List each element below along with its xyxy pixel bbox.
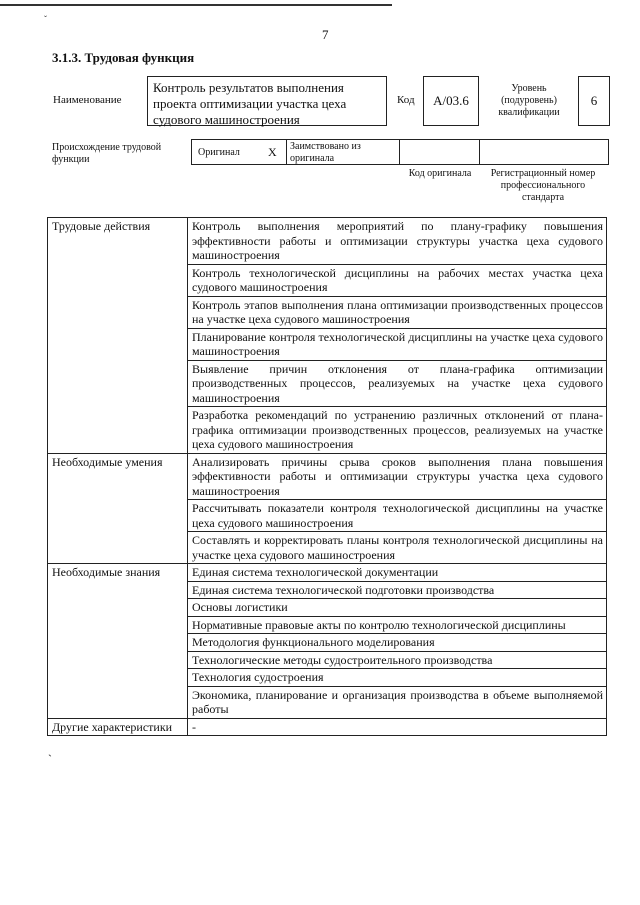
original-cell bbox=[192, 140, 287, 164]
table-row bbox=[48, 453, 607, 500]
item-cell: - bbox=[188, 718, 607, 736]
original-label: Оригинал bbox=[198, 147, 240, 158]
origin-label: Происхождение трудовой функции bbox=[52, 142, 162, 165]
item-cell: Единая система технологической документации bbox=[188, 564, 607, 582]
item-cell: Анализировать причины срыва сроков выполнения плана повышения эффективности работы и оптимизации структуры участка цеха судового машиностроения bbox=[188, 453, 607, 500]
item-cell: Контроль этапов выполнения плана оптимизации производственных процессов на участке цеха судового машиностроения bbox=[188, 296, 607, 328]
table-row bbox=[48, 218, 607, 265]
item-cell: Технология судостроения bbox=[188, 669, 607, 687]
corner-mark: ˇ bbox=[44, 14, 47, 24]
item-cell: Составлять и корректировать планы контроля технологической дисциплины на участке цеха судового машиностроения bbox=[188, 532, 607, 564]
category-cell: Необходимые умения bbox=[48, 453, 188, 564]
level-label: Уровень (подуровень) квалификации bbox=[498, 83, 560, 118]
item-cell: Контроль выполнения мероприятий по плану-графику повышения эффективности работы и оптимизации структуры участка цеха судового машиностроения bbox=[188, 218, 607, 265]
item-cell: Планирование контроля технологической дисциплины на участке цеха судового машиностроения bbox=[188, 328, 607, 360]
name-label: Наименование bbox=[53, 94, 122, 106]
item-cell: Выявление причин отклонения от плана-графика оптимизации производственных процессов, реализуемых на участке цеха судового машиностроения bbox=[188, 360, 607, 407]
borrowed-cell bbox=[287, 140, 400, 164]
item-cell: Методология функционального моделирования bbox=[188, 634, 607, 652]
top-rule bbox=[0, 4, 392, 6]
origin-row bbox=[191, 139, 609, 165]
section-heading: 3.1.3. Трудовая функция bbox=[52, 50, 195, 65]
category-cell: Другие характеристики bbox=[48, 718, 188, 736]
item-cell: Контроль технологической дисциплины на рабочих местах участка цеха судового машиностроения bbox=[188, 264, 607, 296]
name-value-box bbox=[147, 76, 387, 126]
category-cell: Необходимые знания bbox=[48, 564, 188, 719]
original-mark: X bbox=[268, 145, 277, 159]
item-cell: Разработка рекомендаций по устранению различных отклонений от плана-графика оптимизации производственных процессов, реализуемых на участке цеха судового машиностроения bbox=[188, 407, 607, 454]
item-cell: Единая система технологической подготовки производства bbox=[188, 581, 607, 599]
item-cell: Нормативные правовые акты по контролю технологической дисциплины bbox=[188, 616, 607, 634]
borrowed-label: Заимствовано из оригинала bbox=[290, 141, 361, 164]
item-cell: Технологические методы судостроительного производства bbox=[188, 651, 607, 669]
function-table bbox=[47, 217, 607, 736]
item-cell: Экономика, планирование и организация производства в объеме выполняемой работы bbox=[188, 686, 607, 718]
level-value-box bbox=[578, 76, 610, 126]
category-cell: Трудовые действия bbox=[48, 218, 188, 454]
page-number: 7 bbox=[322, 27, 329, 42]
code-value-box bbox=[423, 76, 479, 126]
code-original-caption: Код оригинала bbox=[408, 168, 472, 179]
level-value: 6 bbox=[590, 93, 598, 108]
code-original-cell bbox=[400, 140, 480, 164]
code-value: A/03.6 bbox=[433, 93, 469, 108]
item-cell: Рассчитывать показатели контроля технологической дисциплины на участке цеха судового машиностроения bbox=[188, 500, 607, 532]
reg-number-caption: Регистрационный номер профессионального стандарта bbox=[490, 168, 596, 203]
item-cell: Основы логистики bbox=[188, 599, 607, 617]
name-value: Контроль результатов выполнения проекта оптимизации участка цеха судового машиностроения bbox=[153, 80, 347, 127]
code-label: Код bbox=[397, 94, 415, 106]
table-row bbox=[48, 718, 607, 736]
table-row bbox=[48, 564, 607, 582]
stray-mark: ˋ bbox=[48, 752, 52, 766]
